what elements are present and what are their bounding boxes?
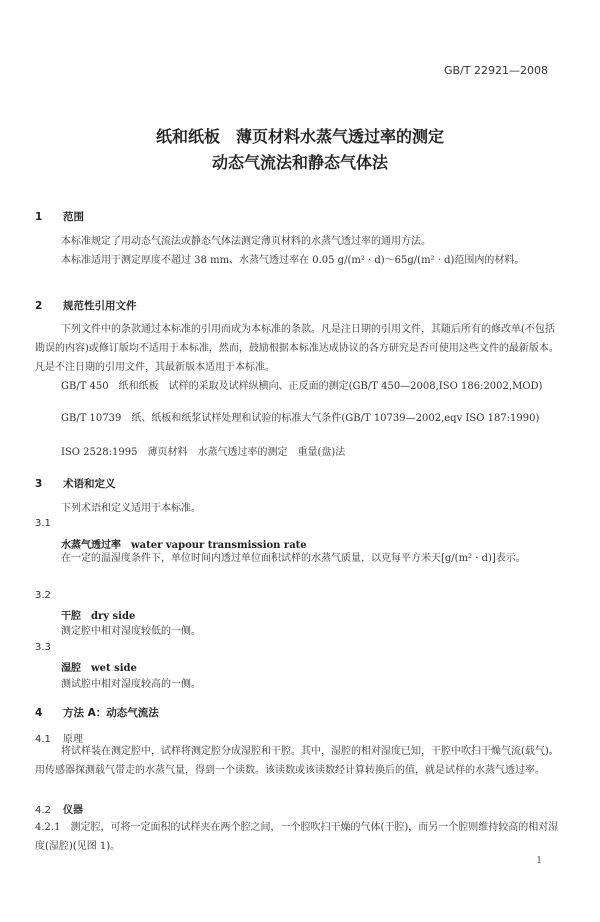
term-3-1-number: 3.1 (35, 518, 51, 529)
term-3-3-definition: 测试腔中相对湿度较高的一侧。 (61, 679, 201, 690)
section-3-heading (35, 476, 116, 491)
subsection-4-1-paragraph: 将试样装在测定腔中，试样将测定腔分成湿腔和干腔。其中，湿腔的相对湿度已知，干腔中吹扫干燥气流(载气)。用传感器探测载气带走的水蒸气量，得到一个读数。该读数或该读数经计算转换后的值，就是试样的水蒸气透过率。 (35, 746, 559, 776)
document-title-line1: 纸和纸板 薄页材料水蒸气透过率的测定 (155, 127, 444, 146)
normative-reference-1: GB/T 450 纸和纸板 试样的采取及试样纵横向、正反面的测定(GB/T 450—2008,ISO 186:2002,MOD) (61, 381, 543, 392)
term-english: dry side (91, 611, 136, 622)
subsection-number: 4.1 (35, 734, 51, 745)
term-chinese: 水蒸气透过率 (61, 540, 121, 551)
section-1-paragraph-1: 本标准规定了用动态气流法或静态气体法测定薄页材料的水蒸气透过率的通用方法。 (61, 236, 431, 247)
section-number: 1 (35, 211, 43, 223)
standard-number: GB/T 22921—2008 (444, 64, 548, 77)
term-chinese: 湿腔 (61, 663, 81, 674)
term-3-3 (61, 659, 137, 674)
normative-reference-2: GB/T 10739 纸、纸板和纸浆试样处理和试验的标准大气条件(GB/T 10739—2002,eqv ISO 187:1990) (61, 413, 540, 424)
section-title: 范围 (63, 211, 84, 223)
section-title: 规范性引用文件 (63, 300, 137, 312)
section-title: 术语和定义 (63, 478, 116, 490)
section-3-intro: 下列术语和定义适用于本标准。 (61, 503, 201, 514)
subsection-title: 仪器 (63, 805, 83, 816)
section-number: 4 (35, 707, 43, 719)
section-2-heading (35, 298, 137, 313)
subsection-4-2-1-paragraph: 4.2.1 测定腔，可将一定面积的试样夹在两个腔之间，一个腔吹扫干燥的气体(干腔)，而另一个腔则维持较高的相对湿度(湿腔)(见图 1)。 (35, 822, 559, 852)
term-3-2-number: 3.2 (35, 590, 51, 601)
subsection-title: 原理 (63, 734, 83, 745)
subsection-4-2-heading (35, 801, 83, 816)
section-number: 2 (35, 300, 43, 312)
term-3-2 (61, 607, 135, 622)
section-number: 3 (35, 478, 43, 490)
section-title: 方法 A：动态气流法 (63, 707, 159, 719)
page-number: 1 (536, 856, 542, 866)
term-3-1-definition: 在一定的温湿度条件下，单位时间内透过单位面积试样的水蒸气质量，以克每平方米天[g/(m² · d)]表示。 (61, 553, 526, 564)
term-english: wet side (91, 663, 137, 674)
document-title-line2: 动态气流法和静态气体法 (211, 153, 388, 172)
section-1-paragraph-2: 本标准适用于测定厚度不超过 38 mm、水蒸气透过率在 0.05 g/(m² · d)～65g/(m² · d)范围内的材料。 (61, 255, 525, 266)
subsection-number: 4.2 (35, 805, 51, 816)
section-2-paragraph: 下列文件中的条款通过本标准的引用而成为本标准的条款。凡是注日期的引用文件，其随后所有的修改单(不包括勘误的内容)或修订版均不适用于本标准，然而，鼓励根据本标准达成协议的各方研究是否可使用这些文件的最新版本。凡是不注日期的引用文件，其最新版本适用于本标准。 (35, 324, 559, 373)
term-chinese: 干腔 (61, 611, 81, 622)
normative-reference-3: ISO 2528:1995 薄页材料 水蒸气透过率的测定 重量(盘)法 (61, 447, 346, 458)
section-4-heading (35, 705, 159, 720)
term-3-2-definition: 测定腔中相对湿度较低的一侧。 (61, 626, 201, 637)
term-3-3-number: 3.3 (35, 642, 51, 653)
section-1-heading (35, 209, 84, 224)
term-english: water vapour transmission rate (131, 540, 307, 551)
